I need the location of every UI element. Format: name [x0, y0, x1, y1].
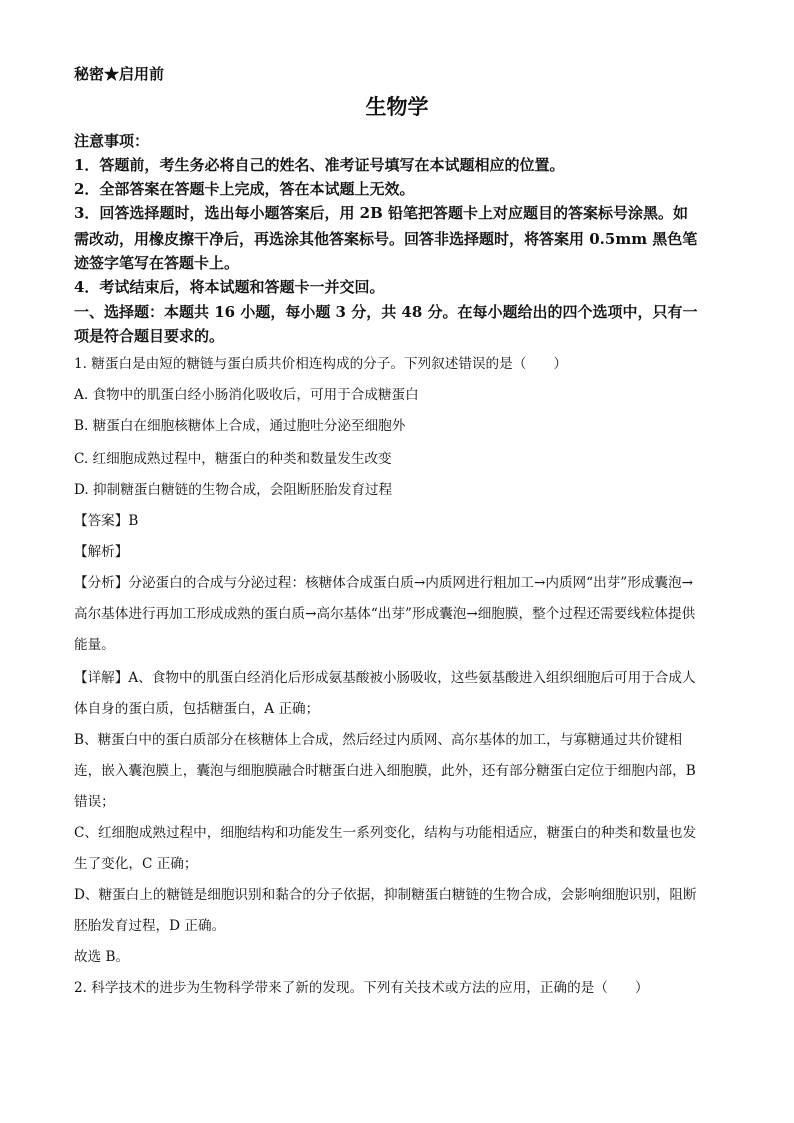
explanation-line: 【详解】A、食物中的肌蛋白经消化后形成氨基酸被小肠吸收，这些氨基酸进入组织细胞后可用于合成人 — [74, 670, 696, 686]
notice-item: 需改动，用橡皮擦干净后，再选涂其他答案标号。回答非选择题时，将答案用 0.5mm 黑色笔 — [74, 230, 698, 248]
answer-value: B — [128, 513, 139, 529]
secret-mark: 秘密★启用前 — [74, 65, 165, 83]
option-a: A. 食物中的肌蛋白经小肠消化吸收后，可用于合成糖蛋白 — [74, 387, 419, 403]
explanation-line: 错误； — [74, 794, 115, 810]
notice-heading: 注意事项： — [74, 132, 150, 150]
explanation-line: C、红细胞成熟过程中，细胞结构和功能发生一系列变化，结构与功能相适应，糖蛋白的种类和数量也发 — [74, 825, 697, 841]
option-b: B. 糖蛋白在细胞核糖体上合成，通过胞吐分泌至细胞外 — [74, 418, 406, 434]
notice-item: 3．回答选择题时，选出每小题答案后，用 2B 铅笔把答题卡上对应题目的答案标号涂黑。如 — [74, 204, 689, 222]
explanation-line: 能量。 — [74, 637, 115, 653]
question-stem: 1. 糖蛋白是由短的糖链与蛋白质共价相连构成的分子。下列叙述错误的是（ ） — [74, 356, 568, 372]
explanation-line: D、糖蛋白上的糖链是细胞识别和黏合的分子依据，抑制糖蛋白糖链的生物合成，会影响细胞识别，阻断 — [74, 887, 697, 903]
explanation-line: B、糖蛋白中的蛋白质部分在核糖体上合成，然后经过内质网、高尔基体的加工，与寡糖通过共价键相 — [74, 732, 683, 748]
explanation-line: 体自身的蛋白质，包括糖蛋白，A 正确； — [74, 701, 320, 717]
notice-item: 1．答题前，考生务必将自己的姓名、准考证号填写在本试题相应的位置。 — [74, 156, 565, 174]
question-stem: 2. 科学技术的进步为生物科学带来了新的发现。下列有关技术或方法的应用，正确的是（ ） — [74, 980, 649, 996]
section-heading-line: 一、选择题：本题共 16 小题，每小题 3 分，共 48 分。在每小题给出的四个选项中，只有一 — [74, 303, 698, 321]
explanation-line: 【分析】分泌蛋白的合成与分泌过程：核糖体合成蛋白质→内质网进行粗加工→内质网“出芽”形成囊泡→ — [74, 575, 694, 591]
explanation-line: 高尔基体进行再加工形成成熟的蛋白质→高尔基体“出芽”形成囊泡→细胞膜，整个过程还需要线粒体提供 — [74, 606, 696, 622]
explanation-line: 胚胎发育过程，D 正确。 — [74, 918, 226, 934]
explanation-line: 连，嵌入囊泡膜上，囊泡与细胞膜融合时糖蛋白进入细胞膜，此外，还有部分糖蛋白定位于细胞内部，B — [74, 763, 696, 779]
option-c: C. 红细胞成熟过程中，糖蛋白的种类和数量发生改变 — [74, 451, 392, 467]
option-d: D. 抑制糖蛋白糖链的生物合成，会阻断胚胎发育过程 — [74, 482, 393, 498]
section-heading-line: 项是符合题目要求的。 — [74, 327, 225, 345]
explanation-line: 生了变化，C 正确； — [74, 856, 198, 872]
notice-item: 迹签字笔写在答题卡上。 — [74, 254, 240, 272]
analysis-label: 【解析】 — [74, 544, 129, 560]
notice-item: 2．全部答案在答题卡上完成，答在本试题上无效。 — [74, 180, 415, 198]
answer-line — [74, 510, 138, 532]
explanation-line: 故选 B。 — [74, 949, 130, 965]
notice-item: 4．考试结束后，将本试题和答题卡一并交回。 — [74, 278, 385, 296]
answer-label: 【答案】 — [74, 513, 129, 529]
page-title: 生物学 — [365, 94, 429, 119]
